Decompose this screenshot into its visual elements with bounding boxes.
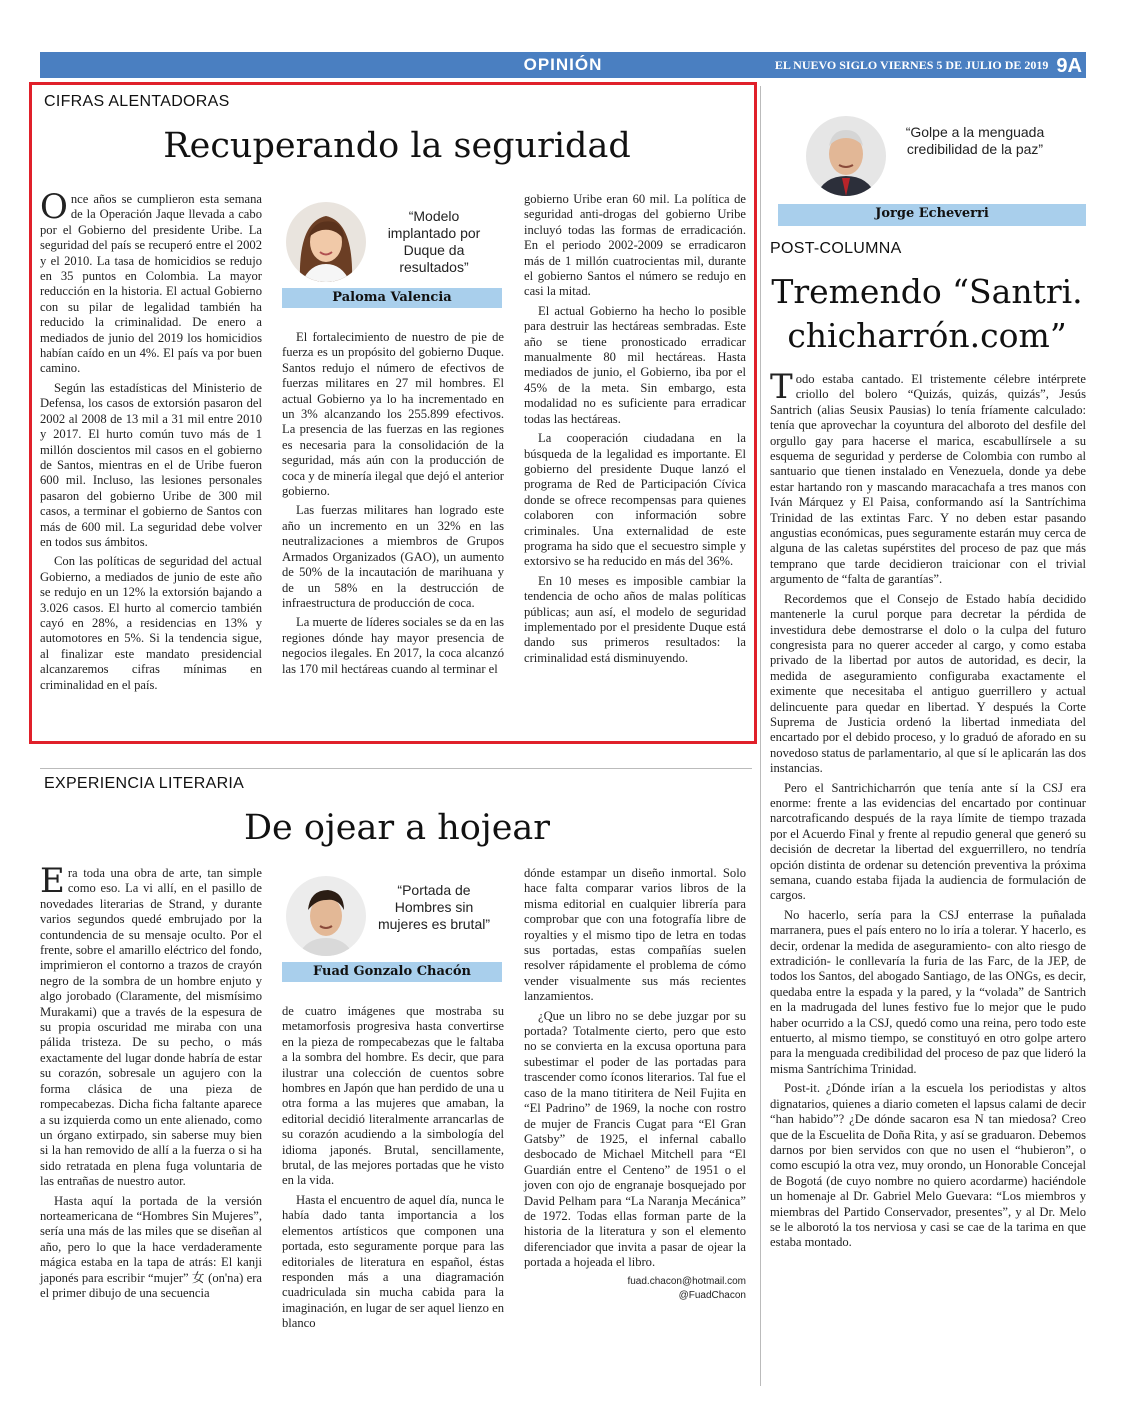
column-divider: [760, 86, 761, 1386]
article2-col3: dónde estampar un diseño inmortal. Solo hace falta comparar varios libros de la misma editorial en cualquier librería para comprobar que con una fotografía libre de royalties y el mismo tipo de letra en todas sus portadas, estas compañías suelen resolver rápidamente el problema de cómo vender visualmente sus más recientes lanzamientos. ¿Que un libro no se debe juzgar por su portada? Totalmente cierto, pero que esto no se convierta en la excusa oportuna para subestimar el poder de las portadas para trascender como íconos literarios. Tal fue el caso de la mano titiritera de Neil Fujita en “El Padrino” de 1969, la noche con rostro de mujer de Francis Cugat para “El Gran Gatsby” de 1925, el infernal caballo desbocado de Michael Mitchell para “El Guardián entre el Centeno” de 1951 o el joven con ojo de engranaje bosquejado por David Pelham para “La Naranja Mecánica” de 1972. Todas ellas forman parte de la historia de la literatura y son el elemento diferenciador que invita a pasar de ojear la portada a hojeada el libro. fuad.chacon@hotmail.com @FuadChacon: [524, 866, 746, 1301]
paper-date: EL NUEVO SIGLO VIERNES 5 DE JULIO DE 2019: [774, 58, 1049, 72]
article1-col3: gobierno Uribe eran 60 mil. La política de seguridad anti-drogas del gobierno Uribe incluyó todas las formas de erradicación. En el periodo 2002-2009 se erradicaron más de 1 millón cuatrocientas mil, durante el gobierno Santos el número se redujo en casi la mitad. El actual Gobierno ha hecho lo posible para destruir las hectáreas sembradas. Este año se tiene pronosticado erradicar manualmente 80 mil hectáreas. Hasta mediados de junio, el Gobierno, iba por el 45% de la meta. Sin embargo, esta modalidad no es suficiente para erradicar todas las hectáreas. La cooperación ciudadana en la búsqueda de la legalidad es importante. El gobierno del presidente Duque lanzó el programa de Red de Participación Cívica donde se ofrece recompensas para quienes colaboren con información sobre criminales. Una externalidad de este programa ha sido que el secuestro simple y extorsivo se ha reducido en más del 36%. En 10 meses es imposible cambiar la tendencia de ocho años de malas políticas públicas; aun así, el modelo de seguridad implementado por el presidente Duque está dando sus primeros resultados: la criminalidad está disminuyendo.: [524, 192, 746, 665]
dropcap: T: [770, 367, 793, 407]
portrait-fuad-gonzalo-chacon: [286, 876, 366, 956]
pullquote: “Golpe a la menguada credibilidad de la paz”: [905, 124, 1045, 157]
pullquote: “Modelo implantado por Duque da resultados”: [387, 208, 481, 275]
article1-kicker: CIFRAS ALENTADORAS: [44, 93, 230, 110]
author-box-jorge: [778, 112, 1086, 228]
author-name: Jorge Echeverri: [778, 204, 1086, 226]
author-name: Fuad Gonzalo Chacón: [282, 962, 502, 982]
date-strip: [775, 52, 1082, 79]
pullquote: “Portada de Hombres sin mujeres es brutal”: [377, 882, 491, 932]
author-box-paloma: [282, 196, 502, 312]
author-handle: @FuadChacon: [678, 1289, 746, 1301]
page-number: 9A: [1056, 55, 1082, 78]
article3-kicker: POST-COLUMNA: [770, 240, 902, 257]
article1-col2: El fortalecimiento de nuestro de pie de fuerza es un propósito del gobierno Duque. Santos redujo el número de efectivos de fuerzas militares en 27 mil hombres. El actual Gobierno ya lo ha incrementado en un 3% alcanzando los 255.899 efectivos. La presencia de las fuerzas en las regiones es necesaria para la consolidación de la seguridad, más aún con la producción de coca y de minería ilegal que dejó el anterior gobierno. Las fuerzas militares han logrado este año un incremento en un 32% en las neutralizaciones a miembros de Grupos Armados Organizados (GAO), un aumento de 50% de la incautación de marihuana y de un 58% en la destrucción de infraestructura de producción de coca. La muerte de líderes sociales se da en las regiones dónde hay mayor presencia de negocios ilegales. En 2017, la coca alcanzó las 170 mil hectáreas cuando al terminar el: [282, 330, 504, 676]
dropcap: O: [40, 187, 68, 227]
article3-title-line2: chicharrón.com”: [787, 316, 1067, 355]
portrait-jorge-echeverri: [806, 116, 886, 196]
article1-col1: Once años se cumplieron esta semana de la Operación Jaque llevada a cabo por el Gobierno del presidente Uribe. La seguridad del país se recuperó entre el 2002 y el 2010. La tasa de homicidios se redujo en 35 puntos en Colombia. La mayor reducción en la historia. El actual Gobierno con su pilar de legalidad también ha reducido la criminalidad. De enero a mediados de junio del 2019 los homicidios habían caído en un 4%. El país va por buen camino. Según las estadísticas del Ministerio de Defensa, los casos de extorsión pasaron del 2002 al 2008 de 13 mil a 31 mil entre 2010 y 2017. El hurto común tuvo más de 1 millón doscientos mil casos en el gobierno de Santos, mientras en el de Uribe fueron 600 mil. Incluso, las lesiones personales pasaron del gobierno Uribe de 300 mil casos, a terminar el gobierno de Santos con más de 600 mil. La seguridad debe volver en todos sus ámbitos. Con las políticas de seguridad del actual Gobierno, a mediados de junio de este año se redujo en un 12% la extorsión bajando a 3.026 casos. El hurto al comercio también cayó en 28%, a residencias en 13% y automotores en 5%. Si la tendencia sigue, al finalizar este mandato presidencial alcanzaremos cifras mínimas en criminalidad en el país.: [40, 187, 262, 692]
article2-col2: de cuatro imágenes que mostraba su metamorfosis progresiva hasta convertirse en la pieza de rompecabezas que le faltaba a la sombra del hombre. Es decir, que para ilustrar una colección de cuentos sobre hombres en Japón que han perdido de una u otra forma a las mujeres que amaban, la editorial decidió literalmente arrancarlas de su corazón acudiendo a la simbología del idioma japonés. Brutal, sencillamente, brutal, de las mejores portadas que he visto en la vida. Hasta el encuentro de aquel día, nunca le había dado tanta importancia a los elementos artísticos que componen una portada, esto seguramente porque para las editoriales de literatura en español, éstas responden más a una diagramación cuadriculada sin mucha cabida para la imaginación, en lugar de ser aquel lienzo en blanco: [282, 1004, 504, 1331]
divider: [40, 768, 752, 769]
article1-title: Recuperando la seguridad: [163, 126, 631, 166]
dropcap: E: [40, 861, 65, 901]
portrait-paloma-valencia: [286, 202, 366, 282]
article2-col1: Era toda una obra de arte, tan simple como eso. La vi allí, en el pasillo de novedades literarias de Strand, y durante varios segundos quedé embrujado por la contundencia de su mensaje oculto. Por el frente, sobre el amarillo eléctrico del fondo, imprimieron el contorno a trazos de crayón negro de la sombra de un hombre enjuto y algo jorobado (Claramente, del mismísimo Murakami) que a través de la espesura de su propia oscuridad me miraba con una pálida tristeza. De su pecho, o más exactamente del lugar donde habría de estar su corazón, sobresale un agujero con la forma clásica de una pieza de rompecabezas. Dicha ficha faltante aparece a su izquierda como un ente alienado, como un órgano extirpado, sin saberse muy bien si la han removido de allí a la fuerza o si ha sido retratada en plena fuga voluntaria de las entrañas de nuestro autor. Hasta aquí la portada de la versión norteamericana de “Hombres Sin Mujeres”, sería una más de las miles que se diseñan al año, pero lo que la hace verdaderamente mágica estaba en la tapa de atrás: El kanji japonés para escribir “mujer” 女 (on'na) era el primer dibujo de una secuencia: [40, 861, 262, 1300]
article2-kicker: EXPERIENCIA LITERARIA: [44, 775, 245, 792]
author-email: fuad.chacon@hotmail.com: [627, 1275, 746, 1287]
article3-title-line1: Tremendo “Santri.: [771, 272, 1083, 311]
section-header-bar: [40, 52, 1086, 78]
section-label: OPINIÓN: [523, 55, 603, 74]
article2-title: De ojear a hojear: [243, 808, 551, 848]
author-name: Paloma Valencia: [282, 288, 502, 308]
author-box-fuad: [282, 870, 502, 986]
article3-body: Todo estaba cantado. El tristemente célebre intérprete criollo del bolero “Quizás, quizás, quizás”, Jesús Santrich (alias Seusix Pausias) lo tenía fríamente calculado: tenía que aprovechar la coyuntura del alboroto del desfile del orgullo gay para hacerse el marica, escabullírsele a su esquema de seguridad y perderse de Colombia con rumbo al santuario que tienen instalado en Venezuela, donde ya debe estar hartando ron y mascando maracachafa a tres manos con Iván Márquez y El Paisa, conformando así la Santríchima Trinidad de las extintas Farc. Y no deben estar pasando angustias económicas, pues seguramente estarán muy cerca de alguna de las caletas supérstites del proceso de paz que más temprano que tarde decidieron traicionar con el trivial argumento de “falta de garantías”. Recordemos que el Consejo de Estado había decidido mantenerle la curul porque para decretar la pérdida de investidura debe demostrarse el dolo o la culpa del futuro congresista para no querer acceder al cargo, y como estaba privado de la libertad por autos de autoridad, es decir, la medida de aseguramiento configuraba exactamente el eximente que necesitaba el antiguo guerrillero y actual delincuente para quedar en libertad. Y después la Corte Suprema de Justicia ordenó la libertad inmediata del encartado por el debido proceso, y lo graduó de aforado en su novedoso status de parlamentario, al que sí le aplicarán las dos instancias. Pero el Santrichicharrón que tenía ante sí la CSJ era enorme: frente a las evidencias del encartado por continuar narcotraficando después de la raya límite de tiempo trazada por el Acuerdo Final y frente al repudio general que generó su decisión de decretar la libertad del exguerrillero, no tendría opción distinta de ordenar su detención preventiva la próxima semana, cuando estaba fijada la audiencia de formulación de cargos. No hacerlo, sería para la CSJ enterrase la puñalada marranera, pues el país entero no lo iría a tolerar. Y hacerlo, es decir, ordenar la medida de aseguramiento- con alto riesgo de extradición- le conllevaría la furia de las Farc, de la JEP, de todos los Santos, del abogado Santiago, de las ONGs, es decir, quedaba entre la espada y la pared, y la “volada” de Santrich en la madrugada del lunes festivo fue lo mejor que le pudo haber ocurrido a la CSJ, quedó como una reina, pero todo este entuerto, al mismo tiempo, se constituyó en otro golpe artero para la menguada credibilidad del proceso de paz que lideró la misma Santríchima Trinidad. Post-it. ¿Dónde irían a la escuela los periodistas y altos dignatarios, quienes a diario cometen el lapsus calami de decir “han habido”? ¿De dónde sacaron esa N tan miedosa? Creo que de la Escuelita de Doña Rita, y así se graduaron. Debemos darnos por bien servidos con que no usen el “hubieron”, o como escupió la otra vez, muy orondo, un Honorable Concejal de Bogotá (de cuyo nombre no quiero acordarme) haciéndole un homenaje al Dr. Gabriel Melo Guevara: “Los miembros y miembras del Partido Conservador, presentes”, y al Dr. Melo se le alborotó la tos nerviosa y casi se cae de la tarima en que estaba montado.: [770, 367, 1086, 1250]
